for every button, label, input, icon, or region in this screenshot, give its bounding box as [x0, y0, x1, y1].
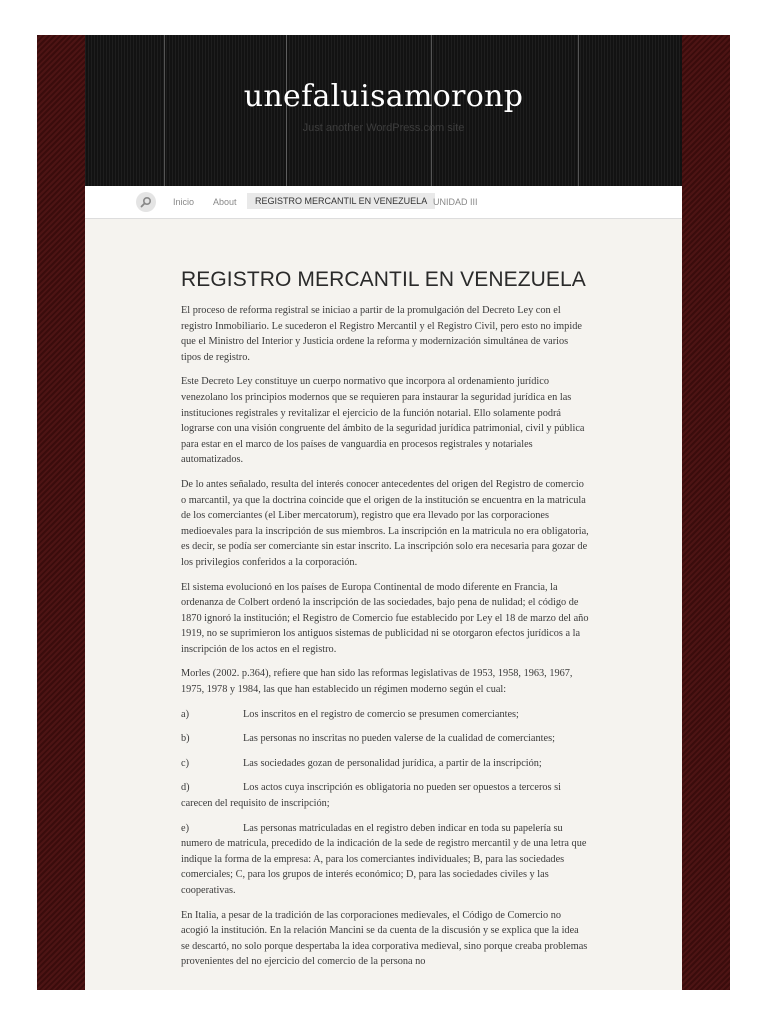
- list-item-letter: a): [181, 708, 189, 720]
- nav-item-registro-mercantil[interactable]: REGISTRO MERCANTIL EN VENEZUELA: [247, 193, 435, 209]
- post-paragraph: El proceso de reforma registral se iniciao a partir de la promulgación del Decreto Ley con el registro Inmobiliario. Le sucederon el Registro Mercantil y el Registro Civil, pero esto no impide que el Ministro del Interior y Justicia ordene la reforma y modernización simultánea de varios tipos de registro.: [181, 305, 582, 363]
- list-item-text: Los actos cuya inscripción es obligatoria no pueden ser opuestos a terceros si carecen del requisito de inscripción;: [181, 782, 561, 810]
- list-item-letter: b): [181, 733, 190, 745]
- content-area: [85, 219, 682, 990]
- list-item-letter: c): [181, 757, 189, 769]
- nav-item-about[interactable]: About: [213, 197, 237, 207]
- post-paragraph: De lo antes señalado, resulta del interés conocer antecedentes del origen del Registro de comercio o marcantil, ya que la doctrina coincide que el origen de la institución se encuentra en la matricula de los comerciantes (el Liber mercatorum), registro que era llevado por las corporaciones medioevales para la inscripción de sus miembros. La inscripción en la matricula no era obligatoria, es decir, se podía ser comerciante sin estar inscrito. La inscripción solo era necesaria para gozar de los privilegios conferidos a la corporación.: [181, 478, 589, 568]
- post-paragraph: Este Decreto Ley constituye un cuerpo normativo que incorpora al ordenamiento jurídico venezolano los principios modernos que se requieren para instaurar la seguridad jurídica en las instituciones registrales y revitalizar el ejercicio de la función notarial. Ello solamente podrá lograrse con una visión congruente del ámbito de la seguridad jurídica patrimonial, civil y pública para estar en el marco de los países de vanguardia en procesos registrales y notariales automatizados.: [181, 376, 585, 466]
- list-item-text: Las personas matriculadas en el registro deben indicar en toda su papelería su numero de matricula, precedido de la indicación de la sede de registro mercantil y de una letra que indique la forma de la empresa: A, para los comerciantes individuales; B, para las sociedades comerciales; C, para los grupos de interés económico; D, para las sociedades civiles y las cooperativas.: [181, 822, 587, 896]
- nav-item-inicio[interactable]: Inicio: [173, 197, 195, 207]
- site-description: Just another WordPress.com site: [302, 122, 465, 134]
- list-item: [181, 707, 589, 723]
- list-item-text: Las sociedades gozan de personalidad jurídica, a partir de la inscripción;: [243, 757, 542, 769]
- search-button[interactable]: [136, 192, 156, 212]
- list-item: [181, 731, 589, 747]
- post-paragraph: Morles (2002. p.364), refiere que han sido las reformas legislativas de 1953, 1958, 1963, 1967, 1975, 1978 y 1984, las que han establecido un régimen moderno según el cual:: [181, 668, 573, 696]
- list-item-text: Los inscritos en el registro de comercio se presumen comerciantes;: [243, 708, 519, 720]
- list-item-letter: d): [181, 782, 190, 794]
- post-paragraph: En Italia, a pesar de la tradición de las corporaciones medievales, el Código de Comercio no acogió la institución. En la relación Mancini se da cuenta de la discusión y se explica que la idea se descartó, no solo porque despertaba la idea corporativa medieval, sino porque creaba problemas provenientes del no ejercicio del comercio de la persona no: [181, 909, 588, 968]
- search-icon: [140, 196, 152, 208]
- post-paragraph: El sistema evolucionó en los países de Europa Continental de modo diferente en Francia, la ordenanza de Colbert ordenó la inscripción de las sociedades, bajo pena de nulidad; el código de 1870 ignoró la institución; el Registro de Comercio fue establecido por Ley el 18 de marzo del año 1919, no se suprimieron los antiguos sistemas de publicidad ni se otorgaron efectos jurídicos a la inscripción de los actos en el registro.: [181, 581, 589, 655]
- list-item: [181, 756, 589, 772]
- main-navigation: [85, 186, 682, 219]
- nav-item-unidad-iii[interactable]: UNIDAD III: [433, 197, 478, 207]
- list-item: [181, 821, 589, 899]
- site-header: [85, 35, 682, 187]
- site-title[interactable]: unefaluisamoronp: [243, 79, 524, 114]
- page-frame: [37, 35, 730, 990]
- list-item: [181, 780, 589, 811]
- list-item-text: Las personas no inscritas no pueden valerse de la cualidad de comerciantes;: [243, 733, 555, 745]
- list-item-letter: e): [181, 822, 189, 834]
- post-article: [181, 267, 589, 979]
- post-title: REGISTRO MERCANTIL EN VENEZUELA: [181, 268, 586, 291]
